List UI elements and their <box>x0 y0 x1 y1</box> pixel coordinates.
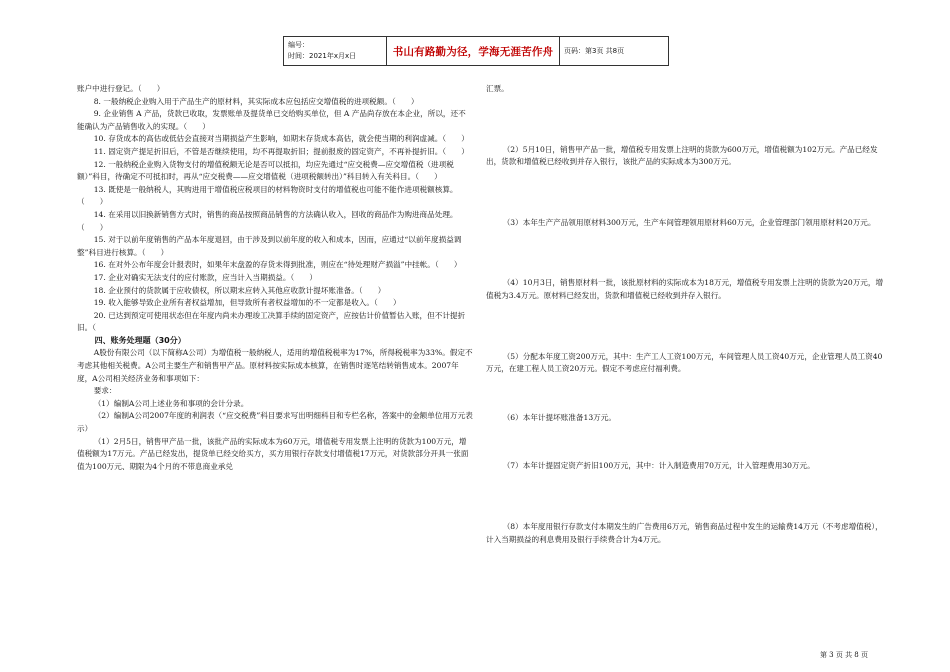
right-column <box>486 83 886 546</box>
item-2: （2）5月10日，销售甲产品一批，增值税专用发票上注明的货款为600万元，增值税额为102万元。产品已经发出，货款和增值税已经收到并存入银行，该批产品的实际成本为300万元。 <box>486 144 878 167</box>
question-20: 20. 已达到预定可使用状态但在年度内尚未办理竣工决算手续的固定资产，应按估计价值暂估入账，但不计提折旧。（ <box>77 310 466 333</box>
time-label: 时间：2021年x月x日 <box>288 52 357 60</box>
number-label: 编号： <box>288 41 309 49</box>
left-column <box>77 83 473 473</box>
header-slogan: 书山有路勤为径，学海无涯苦作舟 <box>392 45 554 58</box>
question-16: 16. 在对外公布年度会计报表时，如果年末盘盈的存货未得到批准，则应在“待处理财产损溢”中挂帐。（ ） <box>93 260 462 270</box>
document-header <box>283 36 669 66</box>
question-18: 18. 企业预付的货款属于应收债权，所以期末应转入其他应收款计提坏账准备。（ ） <box>93 285 386 295</box>
question-12: 12. 一般纳税企业购入货物支付的增值税额无论是否可以抵扣，均应先通过“应交税费—应交增值税（进项税额）”科目，待确定不可抵扣时，再从“应交税费——应交增值税（进项税额转出）”科目转入有关科目。（ ） <box>77 159 454 182</box>
problem-intro: A股份有限公司（以下简称A公司）为增值税一般纳税人，适用的增值税税率为17%，所得税税率为33%。假定不考虑其他相关税费。A公司主要生产和销售甲产品。原材料按实际成本核算，在销售时逐笔结转销售成本。2007年度，A公司相关经济业务和事项如下： <box>77 348 473 383</box>
question-8: 8. 一般纳税企业购入用于产品生产的原材料，其实际成本应包括应交增值税的进项税额。（ ） <box>93 96 419 106</box>
item-1: （1）2月5日，销售甲产品一批，该批产品的实际成本为60万元，增值税专用发票上注明的货款为100万元，增值税额为17万元。产品已经发出，提货单已经交给买方，买方用银行存款支付增值税17万元，对货款部分开具一张面值为100万元、期限为4个月的不带息商业承兑 <box>77 436 469 471</box>
question-10: 10. 存货成本的高估或低估会直接对当期损益产生影响，如期末存货成本高估，就会使当期的利润虚减。（ ） <box>93 134 469 144</box>
paragraph: 汇票。 <box>486 84 509 93</box>
item-4: （4）10月3日，销售原材料一批，该批原材料的实际成本为18万元，增值税专用发票上注明的货款为20万元，增值税为3.4万元。原材料已经发出，货款和增值税已经收到并存入银行。 <box>486 278 884 300</box>
question-15: 15. 对于以前年度销售的产品本年度退回，由于涉及到以前年度的收入和成本，因而，应通过“以前年度损益调整”科目进行核算。（ ） <box>77 235 462 257</box>
header-slogan-cell <box>387 37 560 65</box>
item-3: （3）本年生产产品领用原材料300万元，生产车间管理领用原材料60万元，企业管理部门领用原材料20万元。 <box>502 217 876 227</box>
requirement-1: （1）编制A公司上述业务和事项的会计分录。 <box>93 398 249 408</box>
header-page-info: 页码：第3页 共8页 <box>564 47 625 55</box>
item-8: （8）本年度用银行存款支付本期发生的广告费用6万元，销售商品过程中发生的运输费14万元（不考虑增值税），计入当期损益的利息费用及银行手续费合计为4万元。 <box>486 521 883 544</box>
requirement-2: （2）编制A公司2007年度的利润表（“应交税费”科目要求写出明细科目和专栏名称，答案中的金额单位用万元表示） <box>77 411 473 434</box>
question-14: 14. 在采用以旧换新销售方式时，销售的商品按照商品销售的方法确认收入，回收的商品作为购进商品处理。（ ） <box>77 209 458 232</box>
item-5: （5）分配本年度工资200万元，其中：生产工人工资100万元，车间管理人员工资40万元，企业管理人员工资40万元，在建工程人员工资20万元。假定不考虑应付福利费。 <box>486 351 883 374</box>
question-9: 9. 企业销售 A 产品，货款已收取，发票账单及提货单已交给购买单位，但 A 产品尚存放在本企业，所以，还不能确认为产品销售收入的实现。（ ） <box>77 109 466 131</box>
question-17: 17. 企业对确实无法支付的应付账款，应当计入当期损益。（ ） <box>93 272 318 282</box>
page-footer: 第 3 页 共 8 页 <box>819 651 868 659</box>
requirements-label: 要求： <box>93 386 117 396</box>
header-meta <box>284 37 387 65</box>
question-13: 13. 既使是一般纳税人，其购进用于增值税应税项目的材料物资时支付的增值税也可能不能作进项税额核算。（ ） <box>77 184 458 207</box>
question-19: 19. 收入能够导致企业所有者权益增加，但导致所有者权益增加的不一定都是收入。（ ） <box>93 298 401 308</box>
item-7: （7）本年计提固定资产折旧100万元，其中：计入制造费用70万元，计入管理费用30万元。 <box>502 461 815 471</box>
item-6: （6）本年计提坏账准备13万元。 <box>502 412 616 422</box>
paragraph: 账户中进行登记。（ ） <box>77 84 165 93</box>
section-heading: 四、账务处理题（30分） <box>94 335 186 345</box>
question-11: 11. 固定资产提足折旧后，不管是否继续使用，均不再提取折旧；提前报废的固定资产，不再补提折旧。（ ） <box>93 146 469 156</box>
